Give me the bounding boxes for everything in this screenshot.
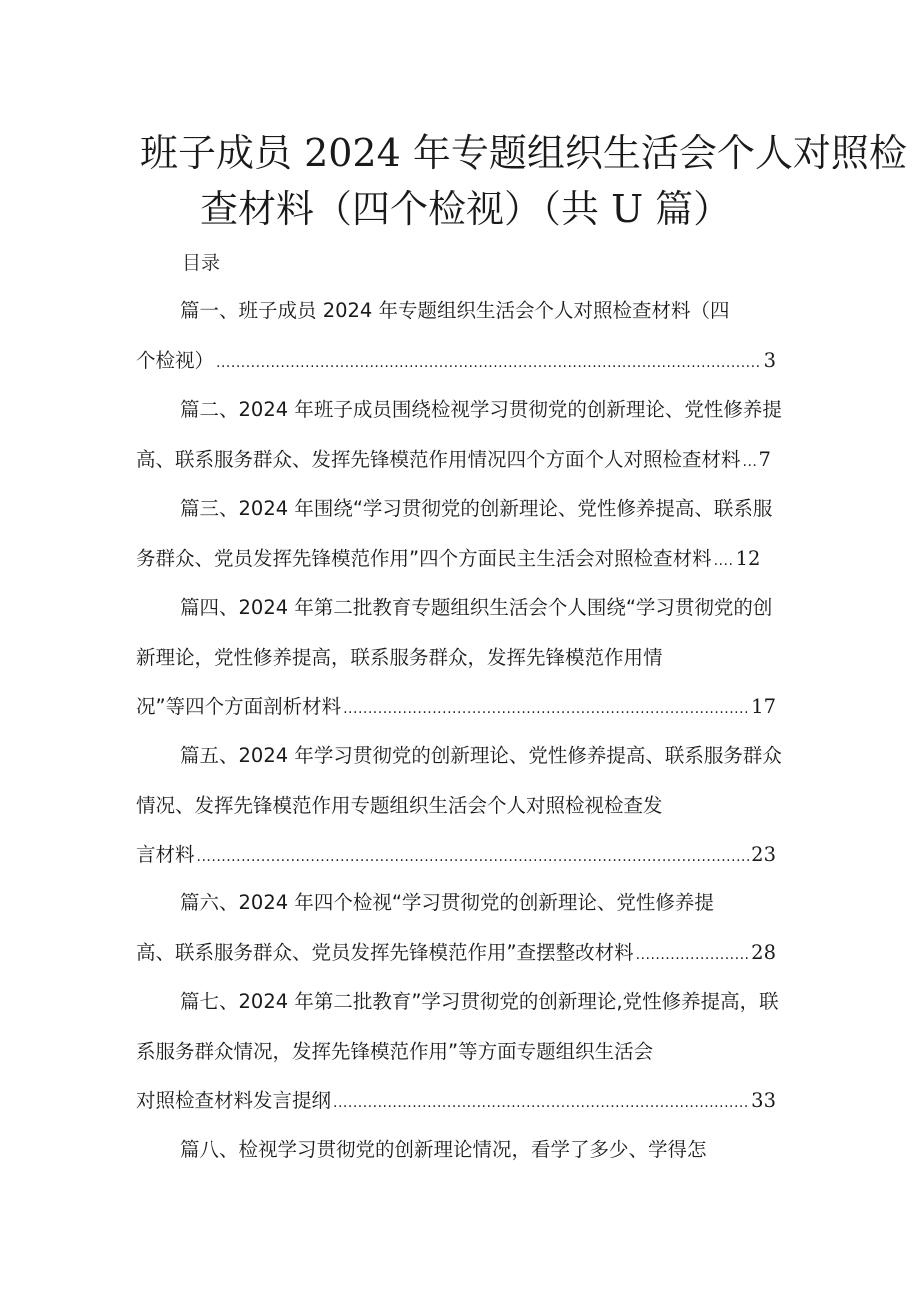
title-line-1: 班子成员 2024 年专题组织生活会个人对照检 [140,131,907,175]
toc-entry-3-leader [136,545,776,575]
dot-leader [197,843,750,871]
toc-entry-1-line-1: 篇一、班子成员 2024 年专题组织生活会个人对照检查材料（四 [180,299,730,322]
dot-leader [743,448,757,476]
title-line-2: 查材料（四个检视）（共 U 篇） [200,187,732,231]
toc-entry-4-page: 17 [751,695,776,718]
toc-entry-1-last-line: 个检视） [136,349,215,372]
toc-entry-3-line-1: 篇三、2024 年围绕“学习贯彻党的创新理论、党性修养提高、联系服 [180,497,773,520]
toc-entry-7-leader [136,1087,776,1117]
toc-entry-2-last-line: 高、联系服务群众、发挥先锋模范作用情况四个方面个人对照检查材料 [136,448,741,471]
dot-leader [216,349,762,377]
toc-entry-2-leader [136,446,776,476]
toc-entry-6-line-1: 篇六、2024 年四个检视“学习贯彻党的创新理论、党性修养提 [180,891,714,914]
toc-entry-3-page: 12 [735,547,761,570]
toc-entry-5-leader [136,841,776,871]
toc-entry-1-leader [136,347,776,377]
toc-heading: 目录 [182,252,221,274]
toc-entry-4-line-1: 篇四、2024 年第二批教育专题组织生活会个人围绕“学习贯彻党的创 [180,596,773,619]
toc-entry-7-page: 33 [751,1089,776,1112]
toc-entry-5-line-1: 篇五、2024 年学习贯彻党的创新理论、党性修养提高、联系服务群众 [180,744,782,767]
toc-entry-1-page: 3 [763,349,776,372]
toc-entry-5-line-2: 情况、发挥先锋模范作用专题组织生活会个人对照检视检查发 [136,794,663,817]
toc-entry-4-leader [136,693,776,723]
toc-entry-2-line-1: 篇二、2024 年班子成员围绕检视学习贯彻党的创新理论、党性修养提 [180,398,782,421]
toc-entry-8-line-1: 篇八、检视学习贯彻党的创新理论情况，看学了多少、学得怎 [180,1138,707,1161]
toc-entry-2-page: 7 [758,448,771,471]
toc-entry-6-page: 28 [751,941,776,964]
toc-entry-5-page: 23 [751,843,776,866]
toc-entry-3-last-line: 务群众、党员发挥先锋模范作用”四个方面民主生活会对照检查材料 [136,547,712,570]
dot-leader [636,941,750,969]
toc-entry-6-last-line: 高、联系服务群众、党员发挥先锋模范作用”查摆整改材料 [136,941,634,964]
toc-entry-7-last-line: 对照检查材料发言提纲 [136,1089,332,1112]
toc-entry-4-line-2: 新理论，党性修养提高，联系服务群众，发挥先锋模范作用情 [136,646,663,669]
toc-entry-4-last-line: 况”等四个方面剖析材料 [136,695,342,718]
dot-leader [333,1089,749,1117]
toc-entry-7-line-1: 篇七、2024 年第二批教育”学习贯彻党的创新理论,党性修养提高，联 [180,990,779,1013]
toc-entry-7-line-2: 系服务群众情况，发挥先锋模范作用”等方面专题组织生活会 [136,1040,654,1063]
dot-leader [714,547,734,575]
toc-entry-6-leader [136,939,776,969]
dot-leader [343,695,749,723]
toc-entry-5-last-line: 言材料 [136,843,195,866]
